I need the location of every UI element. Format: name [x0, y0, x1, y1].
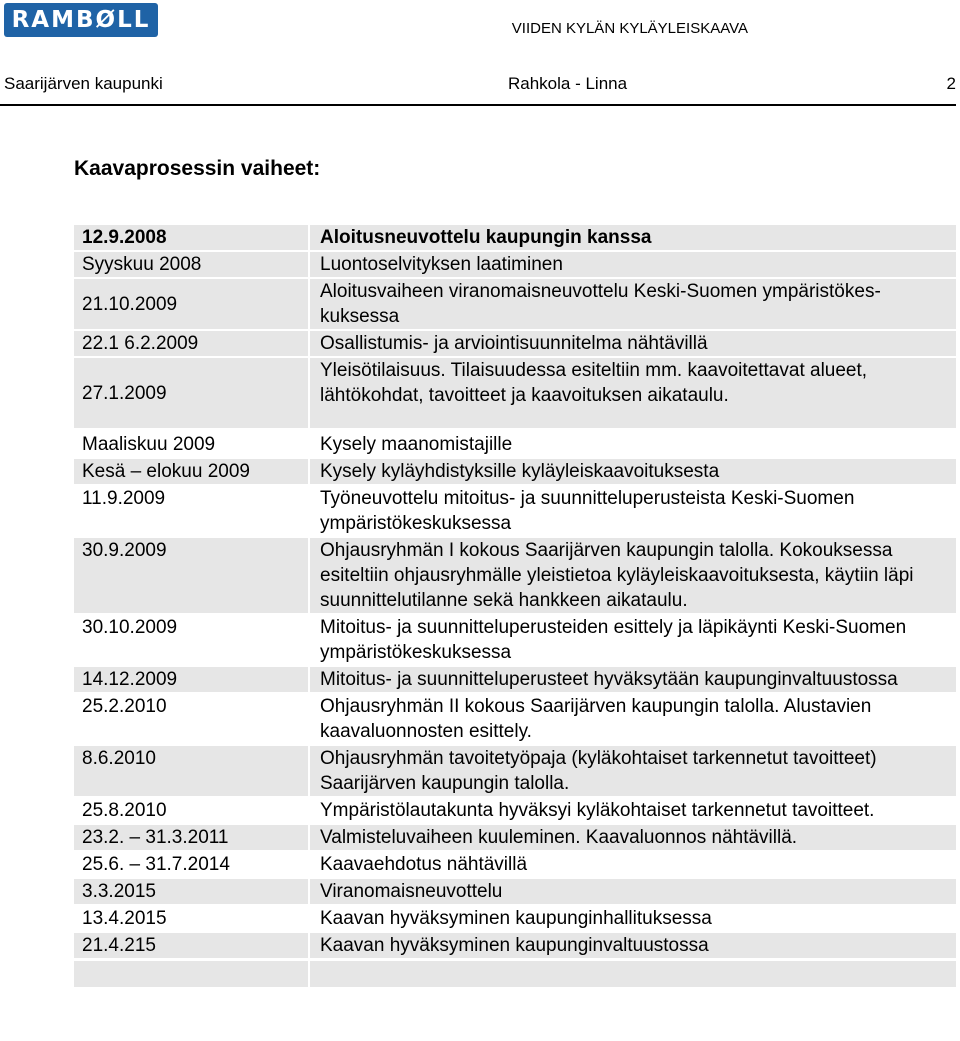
row-date: [74, 961, 308, 987]
row-description: Kysely kyläyhdistyksille kyläyleiskaavoituksesta: [310, 459, 956, 484]
row-description: Ympäristölautakunta hyväksyi kyläkohtaiset tarkennetut tavoitteet.: [310, 798, 956, 823]
row-date: Maaliskuu 2009: [74, 432, 308, 457]
row-description: Aloitusvaiheen viranomaisneuvottelu Keski-Suomen ympäristökes-kuksessa: [310, 279, 956, 329]
table-row: [74, 538, 956, 613]
row-description: Aloitusneuvottelu kaupungin kanssa: [310, 225, 956, 250]
row-description: Kaavaehdotus nähtävillä: [310, 852, 956, 877]
header-municipality: Saarijärven kaupunki: [4, 74, 163, 93]
table-row: [74, 852, 956, 877]
row-description: Yleisötilaisuus. Tilaisuudessa esiteltiin mm. kaavoitettavat alueet, lähtökohdat, tavoitteet ja kaavoituksen aikataulu.: [310, 358, 956, 428]
table-row: [74, 667, 956, 692]
table-row: [74, 331, 956, 356]
ramboll-logo: RAMBØLL: [4, 3, 158, 37]
row-description: Mitoitus- ja suunnitteluperusteet hyväksytään kaupunginvaltuustossa: [310, 667, 956, 692]
header-project-area: Rahkola - Linna: [508, 74, 628, 93]
row-date: 12.9.2008: [74, 225, 308, 250]
row-description: Valmisteluvaiheen kuuleminen. Kaavaluonnos nähtävillä.: [310, 825, 956, 850]
row-date: 25.6. – 31.7.2014: [74, 852, 308, 877]
row-date: 21.10.2009: [74, 279, 308, 329]
row-description: Ohjausryhmän I kokous Saarijärven kaupungin talolla. Kokouksessa esiteltiin ohjausryhmälle yleistietoa kyläyleiskaavoituksesta, käytiin läpi suunnittelutilanne sekä hankkeen aikataulu.: [310, 538, 956, 613]
row-description: Viranomaisneuvottelu: [310, 879, 956, 904]
page-header: [4, 74, 956, 94]
table-row: [74, 879, 956, 904]
row-date: 30.9.2009: [74, 538, 308, 613]
document-title: VIIDEN KYLÄN KYLÄYLEISKAAVA: [511, 20, 748, 37]
table-row: [74, 933, 956, 958]
table-row: [74, 225, 956, 250]
row-description: [310, 961, 956, 987]
row-date: Kesä – elokuu 2009: [74, 459, 308, 484]
header-divider: [0, 104, 956, 106]
table-row: [74, 432, 956, 457]
table-row: [74, 486, 956, 536]
row-date: 25.8.2010: [74, 798, 308, 823]
row-description: Osallistumis- ja arviointisuunnitelma nähtävillä: [310, 331, 956, 356]
row-date: 30.10.2009: [74, 615, 308, 665]
row-description: Kysely maanomistajille: [310, 432, 956, 457]
row-date: 3.3.2015: [74, 879, 308, 904]
row-date: 11.9.2009: [74, 486, 308, 536]
page-number: 2: [946, 74, 956, 93]
row-date: 25.2.2010: [74, 694, 308, 744]
section-title: Kaavaprosessin vaiheet:: [74, 157, 321, 180]
table-row: [74, 615, 956, 665]
row-description: Mitoitus- ja suunnitteluperusteiden esittely ja läpikäynti Keski-Suomen ympäristökeskuksessa: [310, 615, 956, 665]
table-row: [74, 906, 956, 931]
row-date: 21.4.215: [74, 933, 308, 958]
row-description: Luontoselvityksen laatiminen: [310, 252, 956, 277]
table-row: [74, 279, 956, 329]
table-row: [74, 825, 956, 850]
row-description: Ohjausryhmän tavoitetyöpaja (kyläkohtaiset tarkennetut tavoitteet) Saarijärven kaupungin talolla.: [310, 746, 956, 796]
table-row: [74, 798, 956, 823]
row-description: Kaavan hyväksyminen kaupunginhallituksessa: [310, 906, 956, 931]
row-description: Kaavan hyväksyminen kaupunginvaltuustossa: [310, 933, 956, 958]
row-description: Työneuvottelu mitoitus- ja suunnitteluperusteista Keski-Suomen ympäristökeskuksessa: [310, 486, 956, 536]
row-date: 13.4.2015: [74, 906, 308, 931]
table-row: [74, 746, 956, 796]
row-date: Syyskuu 2008: [74, 252, 308, 277]
row-date: 14.12.2009: [74, 667, 308, 692]
table-row: [74, 961, 956, 987]
table-row: [74, 459, 956, 484]
row-date: 8.6.2010: [74, 746, 308, 796]
table-row: [74, 694, 956, 744]
process-table: [74, 225, 956, 989]
row-description: Ohjausryhmän II kokous Saarijärven kaupungin talolla. Alustavien kaavaluonnosten esittely.: [310, 694, 956, 744]
table-row: [74, 252, 956, 277]
table-row: [74, 358, 956, 428]
row-date: 22.1 6.2.2009: [74, 331, 308, 356]
row-date: 27.1.2009: [74, 358, 308, 428]
row-date: 23.2. – 31.3.2011: [74, 825, 308, 850]
